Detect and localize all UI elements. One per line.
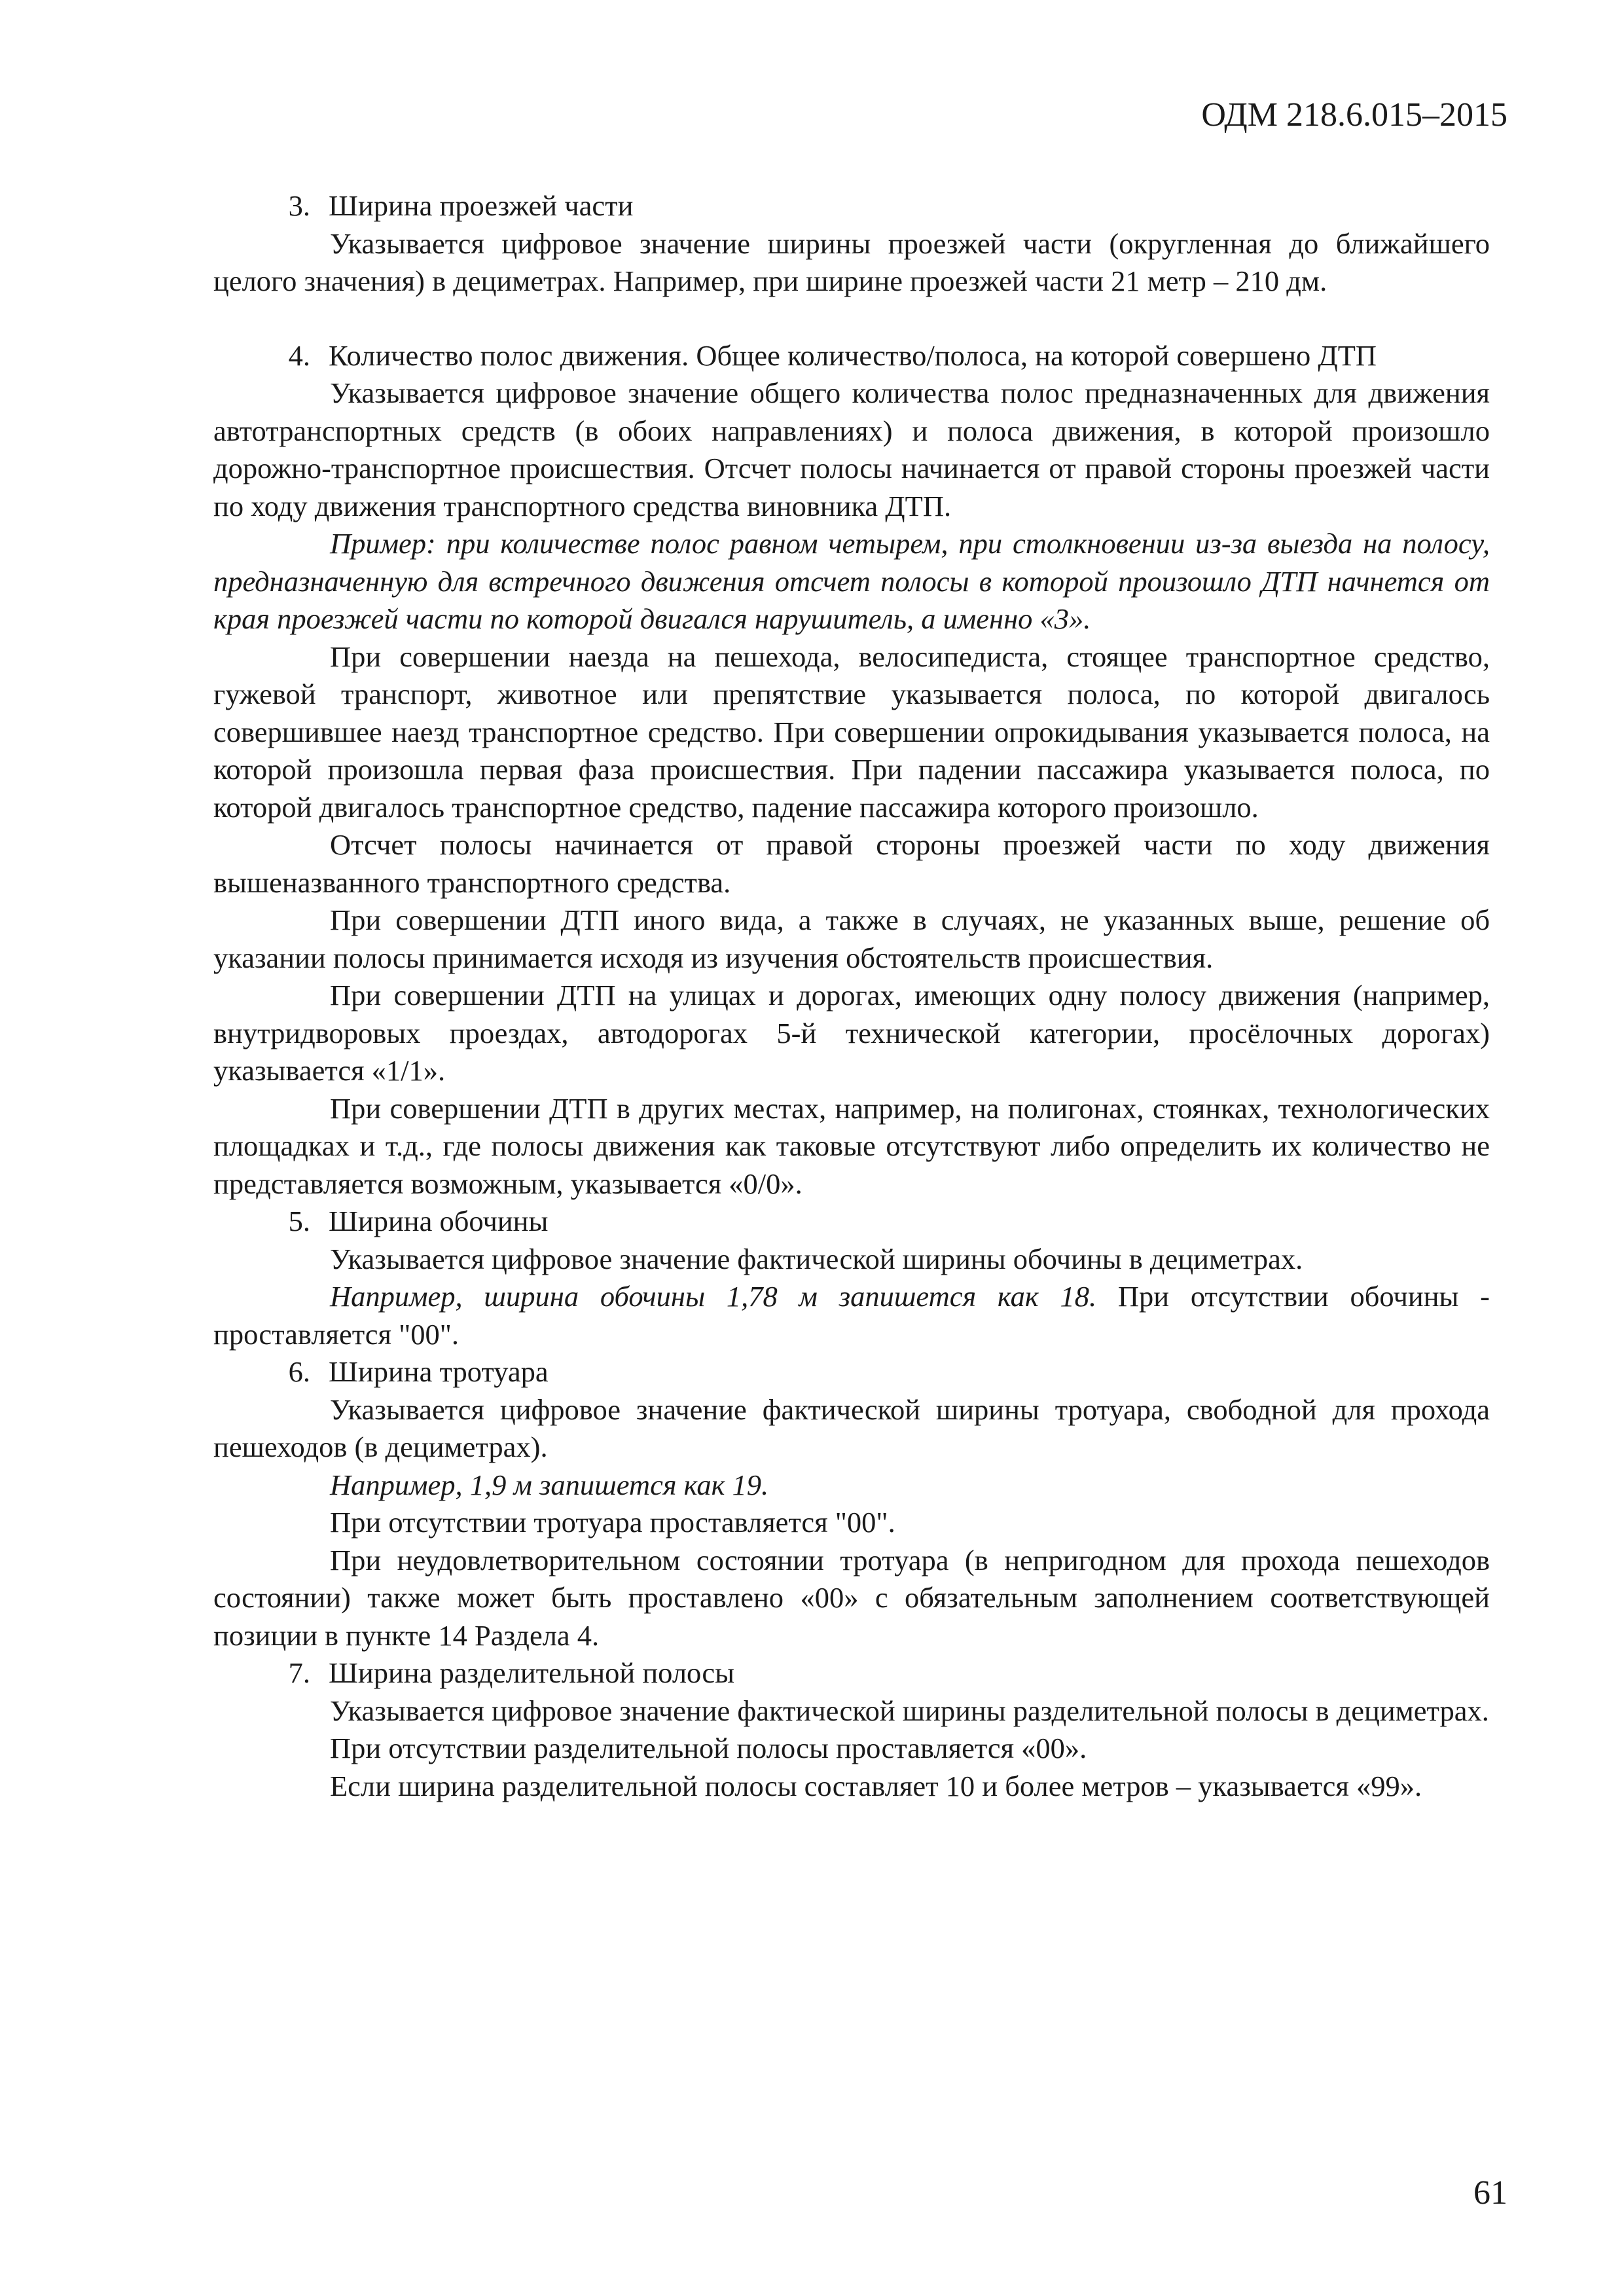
document-code: ОДМ 218.6.015–2015 [1201, 96, 1507, 134]
example-paragraph [213, 1467, 1490, 1504]
document-body [213, 187, 1490, 1805]
section-title: Ширина разделительной полосы [329, 1656, 735, 1689]
example-paragraph [213, 1278, 1490, 1353]
paragraph: При совершении ДТП в других местах, например, на полигонах, стоянках, технологических площадках и т.д., где полосы движения как таковые отсутствуют либо определить их количество не представляется возможным, указывается «0/0». [213, 1091, 1490, 1200]
paragraph: При отсутствии разделительной полосы проставляется «00». [330, 1732, 1087, 1764]
paragraph: При совершении ДТП иного вида, а также в случаях, не указанных выше, решение об указании полосы принимается исходя из изучения обстоятельств происшествия. [213, 903, 1490, 974]
section-number: 5. [288, 1205, 310, 1237]
section-heading [213, 337, 1490, 375]
paragraph: Указывается цифровое значение общего количества полос предназначенных для движения автотранспортных средств (в обоих направлениях) и полоса движения, в которой произошло дорожно-транспортное происшествия. Отсчет полосы начинается от правой стороны проезжей части по ходу движения транспортного средства виновника ДТП. [213, 376, 1490, 522]
paragraph: Указывается цифровое значение ширины проезжей части (округленная до ближайшего целого значения) в дециметрах. Например, при ширине проезжей части 21 метр – 210 дм. [213, 227, 1490, 297]
paragraph: Отсчет полосы начинается от правой стороны проезжей части по ходу движения вышеназванного транспортного средства. [213, 828, 1490, 899]
section-heading [213, 1203, 1490, 1241]
paragraph-text: При отсутствии обочины - проставляется "00". [213, 1280, 1490, 1351]
section-number: 4. [288, 338, 310, 372]
paragraph: При совершении наезда на пешехода, велосипедиста, стоящее транспортное средство, гужевой транспорт, животное или препятствие указывается полоса, по которой двигалось совершившее наезд транспортное средство. При совершении опрокидывания указывается полоса, на которой произошла первая фаза происшествия. При падении пассажира указывается полоса, по которой двигалось транспортное средство, падение пассажира которого произошло. [213, 640, 1490, 824]
example-text: Пример: при количестве полос равном четырем, при столкновении из-за выезда на полосу, предназначенную для встречного движения отсчет полосы в которой произошло ДТП начнется от края проезжей части по которой двигался нарушитель, а именно «3». [213, 527, 1490, 635]
section-heading [213, 1654, 1490, 1692]
section-number: 6. [288, 1355, 310, 1388]
section-title: Ширина проезжей части [329, 189, 634, 222]
example-text: Например, ширина обочины 1,78 м запишется как 18. [330, 1280, 1097, 1313]
paragraph: При совершении ДТП на улицах и дорогах, имеющих одну полосу движения (например, внутридворовых проездах, автодорогах 5-й технической категории, просёлочных дорогах) указывается «1/1». [213, 979, 1490, 1087]
page-number: 61 [1473, 2174, 1507, 2212]
example-text: Например, 1,9 м запишется как 19. [330, 1468, 769, 1501]
paragraph: Указывается цифровое значение фактической ширины разделительной полосы в дециметрах. [330, 1694, 1489, 1727]
section-title: Количество полос движения. Общее количество/полоса, на которой совершено ДТП [329, 338, 1377, 372]
spacer [213, 301, 1490, 337]
section-heading [213, 187, 1490, 225]
section-title: Ширина обочины [329, 1205, 549, 1237]
paragraph: Указывается цифровое значение фактической ширины тротуара, свободной для прохода пешеходов (в дециметрах). [213, 1393, 1490, 1463]
example-paragraph [213, 525, 1490, 638]
paragraph: При отсутствии тротуара проставляется "00". [330, 1506, 895, 1539]
section-number: 3. [288, 189, 310, 222]
paragraph: Если ширина разделительной полосы составляет 10 и более метров – указывается «99». [330, 1769, 1422, 1802]
paragraph: При неудовлетворительном состоянии тротуара (в непригодном для прохода пешеходов состоянии) также может быть проставлено «00» с обязательным заполнением соответствующей позиции в пункте 14 Раздела 4. [213, 1543, 1490, 1652]
section-title: Ширина тротуара [329, 1355, 549, 1388]
paragraph: Указывается цифровое значение фактической ширины обочины в дециметрах. [330, 1242, 1303, 1275]
section-number: 7. [288, 1656, 310, 1689]
section-heading [213, 1353, 1490, 1391]
